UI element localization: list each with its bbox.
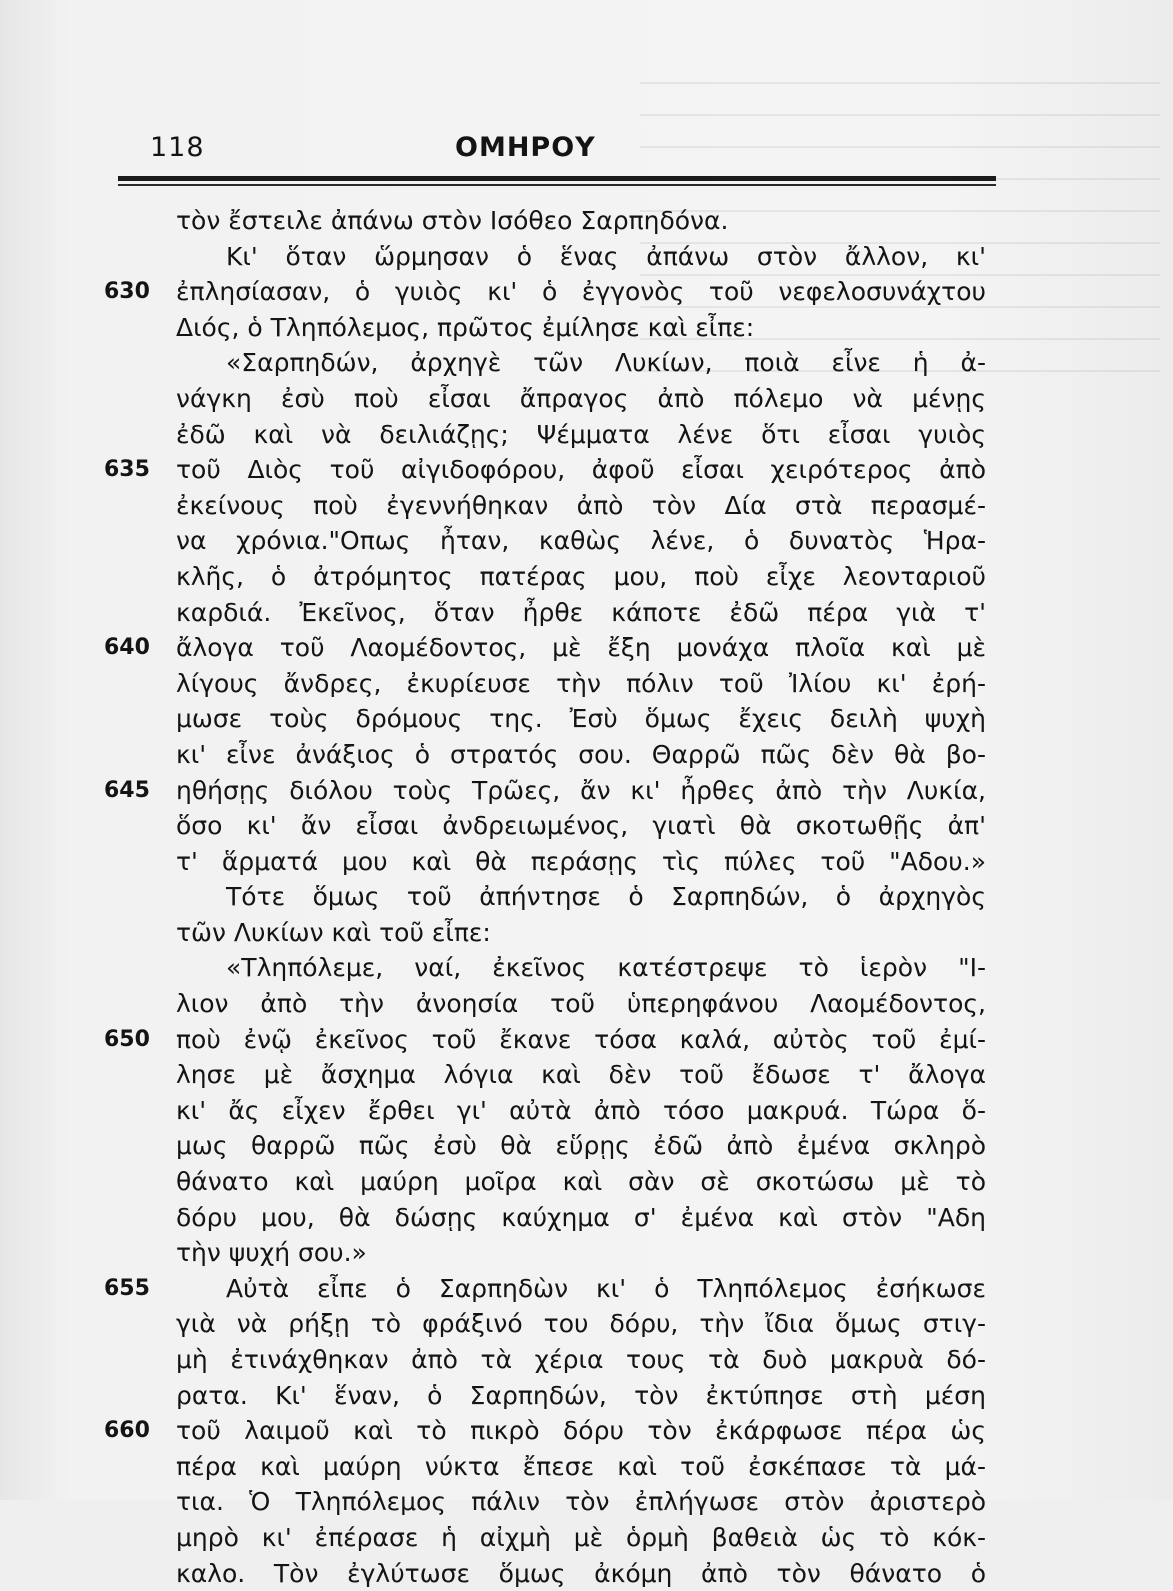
text-line: μὴ ἐτινάχθηκαν ἀπὸ τὰ χέρια τους τὰ δυὸ μακρυὰ δό- (176, 1345, 986, 1374)
text-line: καλο. Τὸν ἐγλύτωσε ὅμως ἀκόμη ἀπὸ τὸν θάνατο ὁ (176, 1558, 986, 1588)
text-line: τοῦ λαιμοῦ καὶ τὸ πικρὸ δόρυ τὸν ἐκάρφωσε πέρα ὡς (176, 1416, 986, 1446)
text-line: λιον ἀπὸ τὴν ἀνοησία τοῦ ὑπερηφάνου Λαομέδοντος, (176, 989, 986, 1019)
text-line: «Σαρπηδών, ἀρχηγὲ τῶν Λυκίων, ποιὰ εἶνε ἡ ἀ- (226, 348, 986, 378)
text-line: «Τληπόλεμε, ναί, ἐκεῖνος κατέστρεψε τὸ ἱερὸν "Ι- (226, 953, 986, 983)
page-number: 118 (150, 132, 205, 163)
header-rule-thin (118, 184, 996, 186)
text-line: νάγκη ἐσὺ ποὺ εἶσαι ἄπραγος ἀπὸ πόλεμο νὰ μένῃς (176, 383, 986, 413)
text-line: τοῦ Διὸς τοῦ αἰγιδοφόρου, ἀφοῦ εἶσαι χειρότερος ἀπὸ (176, 455, 986, 485)
line-number: 650 (104, 1026, 150, 1052)
text-line: πέρα καὶ μαύρη νύκτα ἔπεσε καὶ τοῦ ἐσκέπασε τὰ μά- (176, 1451, 986, 1481)
line-number: 655 (104, 1276, 150, 1301)
text-line: Διός, ὁ Τληπόλεμος, πρῶτος ἐμίλησε καὶ εἶπε: (176, 312, 755, 342)
text-line: κι' ἄς εἶχεν ἔρθει γι' αὐτὰ ἀπὸ τόσο μακρυά. Τώρα ὅ- (176, 1095, 986, 1125)
text-line: ἐπλησίασαν, ὁ γυιὸς κι' ὁ ἐγγονὸς τοῦ νεφελοσυνάχτου (176, 277, 986, 307)
page-header (150, 128, 995, 170)
text-line: τὴν ψυχή σου.» (176, 1238, 367, 1268)
text-line: ἐκείνους ποὺ ἐγεννήθηκαν ἀπὸ τὸν Δία στὰ περασμέ- (176, 490, 986, 520)
text-line: ποὺ ἐνῷ ἐκεῖνος τοῦ ἔκανε τόσα καλά, αὐτὸς τοῦ ἐμί- (176, 1024, 986, 1054)
text-line: γιὰ νὰ ρήξῃ τὸ φράξινό του δόρυ, τὴν ἴδια ὅμως στιγ- (176, 1309, 986, 1339)
text-line: ρατα. Κι' ἕναν, ὁ Σαρπηδών, τὸν ἐκτύπησε στὴ μέση (176, 1380, 986, 1410)
text-line: μωσε τοὺς δρόμους της. Ἐσὺ ὅμως ἔχεις δειλὴ ψυχὴ (176, 704, 986, 734)
text-line: μως θαρρῶ πῶς ἐσὺ θὰ εὕρῃς ἐδῶ ἀπὸ ἐμένα σκληρὸ (176, 1131, 986, 1161)
text-line: ἐδῶ καὶ νὰ δειλιάζῃς; Ψέμματα λένε ὅτι εἶσαι γυιὸς (176, 419, 986, 449)
text-line: Κι' ὅταν ὥρμησαν ὁ ἕνας ἀπάνω στὸν ἄλλον, κι' (226, 241, 986, 271)
text-line: μηρὸ κι' ἐπέρασε ἡ αἰχμὴ μὲ ὁρμὴ βαθειὰ ὡς τὸ κόκ- (176, 1522, 986, 1552)
text-line: θάνατο καὶ μαύρη μοῖρα καὶ σὰν σὲ σκοτώσω μὲ τὸ (176, 1167, 986, 1197)
text-line: Αὐτὰ εἶπε ὁ Σαρπηδὼν κι' ὁ Τληπόλεμος ἐσήκωσε (226, 1273, 986, 1303)
running-title: ΟΜΗΡΟΥ (455, 132, 596, 163)
text-line: τὸν ἔστειλε ἀπάνω στὸν Ισόθεο Σαρπηδόνα. (176, 206, 729, 235)
text-line: ἄλογα τοῦ Λαομέδοντος, μὲ ἔξη μονάχα πλοῖα καὶ μὲ (176, 633, 986, 663)
line-number: 635 (104, 457, 150, 483)
text-line: ὅσο κι' ἄν εἶσαι ἀνδρειωμένος, γιατὶ θὰ σκοτωθῇς ἀπ' (176, 811, 986, 841)
text-line: να χρόνια."Οπως ἦταν, καθὼς λένε, ὁ δυνατὸς Ἡρα- (176, 526, 986, 556)
text-line: λίγους ἄνδρες, ἐκυρίευσε τὴν πόλιν τοῦ Ἰλίου κι' ἐρή- (176, 668, 986, 698)
text-line: λησε μὲ ἄσχημα λόγια καὶ δὲν τοῦ ἔδωσε τ' ἄλογα (176, 1060, 986, 1090)
text-line: δόρυ μου, θὰ δώσῃς καύχημα σ' ἐμένα καὶ στὸν "Αδη (176, 1202, 986, 1232)
text-line: ηθήσῃς διόλου τοὺς Τρῶες, ἄν κι' ἦρθες ἀπὸ τὴν Λυκία, (176, 775, 986, 805)
body-text (104, 203, 986, 1591)
line-number: 645 (104, 777, 150, 803)
header-rule-thick (118, 176, 996, 181)
text-line: κι' εἶνε ἀνάξιος ὁ στρατός σου. Θαρρῶ πῶς δὲν θὰ βο- (176, 739, 986, 769)
line-number: 640 (104, 635, 150, 661)
line-number: 630 (104, 279, 150, 305)
text-line: τ' ἅρματά μου καὶ θὰ περάσῃς τὶς πύλες τοῦ "Αδου.» (176, 846, 986, 876)
line-number: 660 (104, 1418, 150, 1444)
text-line: κλῆς, ὁ ἀτρόμητος πατέρας μου, ποὺ εἶχε λεονταριοῦ (176, 561, 986, 591)
text-line: Τότε ὅμως τοῦ ἀπήντησε ὁ Σαρπηδών, ὁ ἀρχηγὸς (226, 882, 986, 912)
text-line: καρδιά. Ἐκεῖνος, ὅταν ἦρθε κάποτε ἐδῶ πέρα γιὰ τ' (176, 597, 986, 627)
text-line: τῶν Λυκίων καὶ τοῦ εἶπε: (176, 917, 491, 947)
text-line: τια. Ὁ Τληπόλεμος πάλιν τὸν ἐπλήγωσε στὸν ἀριστερὸ (176, 1487, 986, 1517)
